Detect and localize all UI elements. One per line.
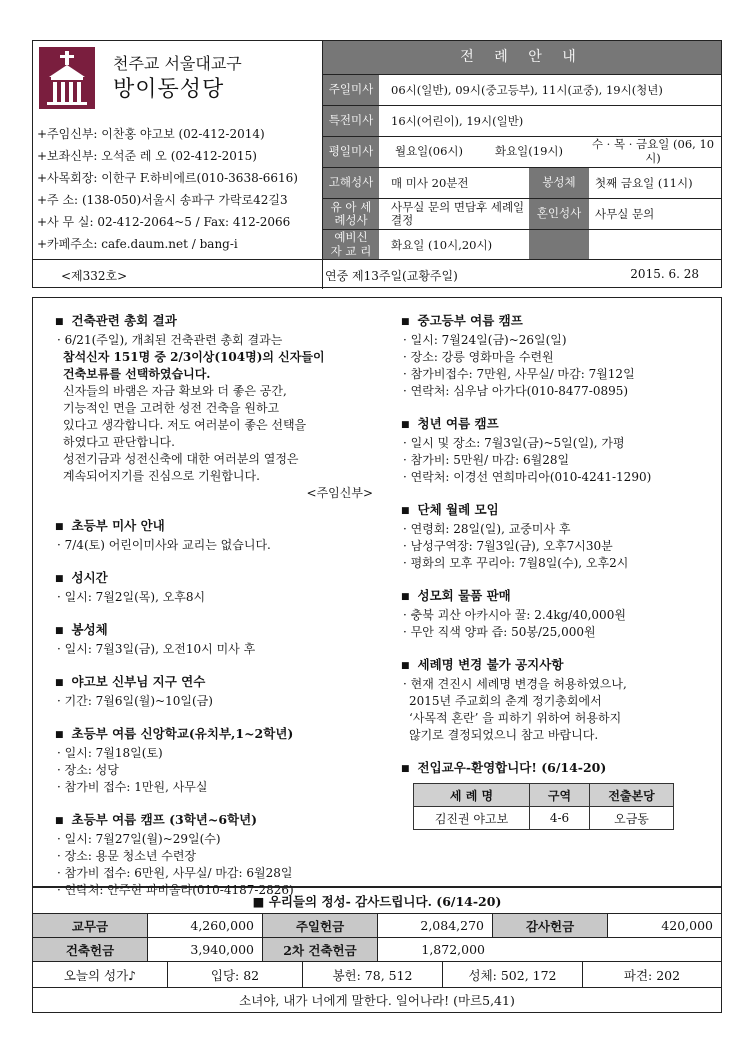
news-column-left (55, 312, 385, 914)
hymns-label: 오늘의 성가♪ (33, 962, 168, 987)
staff-address (37, 191, 288, 208)
parish-name: 방이동성당 (113, 77, 225, 102)
offerings-title-row (33, 887, 721, 913)
news-line: 있다고 생각합니다. 저도 여러분이 좋은 선택을 (63, 418, 307, 432)
staff-cafe (37, 235, 238, 252)
table-header-row (414, 784, 674, 807)
anointing-label: 봉성체 (529, 168, 589, 198)
liturgical-week: 연중 제13주일(교황주일) (325, 269, 458, 283)
liturgy-schedule (323, 41, 721, 259)
news-line-bold: 참석신자 151명 중 2/3이상(104명)의 신자들이 (63, 350, 325, 364)
news-title: ■ 세례명 변경 불가 공지사항 (401, 656, 731, 676)
news-signature: <주임신부> (306, 486, 373, 500)
cell-district: 4-6 (530, 807, 590, 830)
news-title: ■ 초등부 여름 신앙학교(유치부,1~2학년) (55, 725, 385, 745)
news-title: ■ 봉성체 (55, 621, 385, 641)
news-line: 하였다고 판단합니다. (63, 435, 175, 449)
news-line: · 일시: 7월2일(목), 오후8시 (57, 590, 206, 604)
news-line: ‘사목적 혼란’ 을 피하기 위하여 허용하지 (409, 711, 622, 725)
news-line: 계속되어지기를 진심으로 기원합니다. (63, 469, 260, 483)
schedule-row-infant (323, 198, 721, 229)
offerings-row-1 (33, 913, 721, 937)
news-line: 2015년 주교회의 춘계 정기총회에서 (409, 694, 602, 708)
news-priest-training (55, 673, 385, 710)
news-line: 기능적인 면을 고려한 성전 건축을 원하고 (63, 401, 280, 415)
news-line: · 기간: 7월6일(월)~10일(금) (57, 694, 213, 708)
newcomers-table (413, 783, 674, 830)
news-line: · 장소: 성당 (57, 763, 119, 777)
news-line: · 남성구역장: 7월3일(금), 오후7시30분 (403, 539, 613, 553)
news-line: · 무안 직색 양파 즙: 50봉/25,000원 (403, 625, 596, 639)
infant-label: 유 아 세례성사 (323, 199, 379, 229)
catechumen-label: 예비신자 교 리 (323, 230, 379, 259)
staff-label: +사목회장: (37, 171, 98, 185)
news-mothers-sale (401, 587, 731, 641)
offering-value: 1,872,000 (421, 942, 485, 957)
news-line: · 연락처: 안주현 파비올라(010-4187-2826) (57, 883, 294, 897)
news-title: ■ 중고등부 여름 캠프 (401, 312, 731, 332)
news-line-bold: 건축보류를 선택하였습니다. (63, 367, 211, 381)
table-row (414, 807, 674, 830)
news-young-adult-camp (401, 415, 731, 486)
schedule-row-catechumen (323, 229, 721, 259)
staff-assistant (37, 147, 257, 164)
schedule-row-weekday (323, 136, 721, 167)
news-title: ■ 건축관련 총회 결과 (55, 312, 385, 332)
weekday-mon: 월요일(06시) (394, 144, 464, 159)
weekday-label: 평일미사 (323, 137, 379, 167)
offering-value: 4,260,000 (148, 914, 263, 937)
staff-label: +카페주소: (37, 237, 98, 251)
offering-value: 3,940,000 (148, 938, 263, 961)
infant-value: 사무실 문의 면담후 세례일 결정 (391, 199, 525, 227)
news-communion-sick (55, 621, 385, 658)
news-line: · 장소: 용문 청소년 수련장 (57, 849, 197, 863)
bulletin-header (32, 40, 722, 288)
church-logo-icon (39, 47, 95, 109)
news-line: · 충북 괴산 아카시아 꿀: 2.4kg/40,000원 (403, 608, 626, 622)
news-title: ■ 청년 여름 캠프 (401, 415, 731, 435)
marriage-label: 혼인성사 (529, 199, 589, 229)
news-title: ■ 초등부 미사 안내 (55, 517, 385, 537)
news-newcomers (401, 759, 731, 830)
offering-label: 주일헌금 (263, 914, 378, 937)
sunday-value: 06시(일반), 09시(중고등부), 11시(교중), 19시(청년) (391, 83, 663, 97)
offering-label: 감사헌금 (493, 914, 608, 937)
news-line: · 일시: 7월24일(금)~26일(일) (403, 333, 567, 347)
staff-label: +주 소: (37, 193, 79, 207)
news-section (32, 297, 722, 897)
news-line: · 참가비: 5만원/ 마감: 6월28일 (403, 453, 570, 467)
news-column-right (401, 312, 731, 845)
hymn-entrance: 입당: 82 (168, 962, 303, 987)
marriage-value: 사무실 문의 (595, 207, 655, 221)
weekday-other: 수 · 목 · 금요일 (06, 10시) (591, 137, 715, 165)
empty-label-cell (529, 230, 589, 259)
offering-label: 교무금 (33, 914, 148, 937)
staff-value: 02-412-2064~5 / Fax: 412-2066 (97, 215, 291, 229)
news-line: · 일시: 7월3일(금), 오전10시 미사 후 (57, 642, 256, 656)
news-elementary-camp (55, 811, 385, 899)
news-line: · 참가비 접수: 1만원, 사무실 (57, 780, 208, 794)
offerings-row-2 (33, 937, 721, 961)
eve-label: 특전미사 (323, 106, 379, 136)
parish-info (33, 41, 323, 289)
staff-label: +사 무 실: (37, 215, 94, 229)
schedule-row-confession (323, 167, 721, 198)
eve-value: 16시(어린이), 19시(일반) (391, 114, 524, 128)
col-district: 구역 (530, 784, 590, 807)
news-line: · 일시: 7월27일(월)~29일(수) (57, 832, 221, 846)
verse-row (33, 987, 721, 1012)
news-group-meetings (401, 501, 731, 572)
anointing-value: 첫째 금요일 (11시) (595, 176, 693, 190)
news-title: ■ 성모회 물품 판매 (401, 587, 731, 607)
staff-value: 이찬홍 야고보 (02-412-2014) (101, 127, 265, 141)
staff-value: 오석준 레 오 (02-412-2015) (101, 149, 257, 163)
hymn-recessional: 파견: 202 (623, 967, 681, 983)
news-line: · 7/4(토) 어린이미사와 교리는 없습니다. (57, 538, 271, 552)
diocese-name: 천주교 서울대교구 (113, 54, 242, 73)
confession-label: 고해성사 (323, 168, 379, 198)
offering-value: 420,000 (661, 918, 713, 933)
issue-bar (33, 259, 721, 288)
offering-label: 건축헌금 (33, 938, 148, 961)
hymns-row (33, 961, 721, 987)
news-line: · 장소: 강릉 영화마을 수련원 (403, 350, 554, 364)
news-line: 성전기금과 성전신축에 대한 여러분의 열정은 (63, 452, 299, 466)
news-line: · 6/21(주일), 개최된 건축관련 총회 결과는 (57, 333, 283, 347)
sunday-label: 주일미사 (323, 75, 379, 105)
news-line (55, 349, 385, 366)
staff-value: 이한구 F.하비에르(010-3638-6616) (101, 171, 298, 185)
staff-value: (138-050)서울시 송파구 가락로42길3 (81, 193, 288, 207)
parish-logo (39, 47, 95, 109)
news-construction-meeting (55, 312, 385, 502)
offering-value: 2,084,270 (378, 914, 493, 937)
news-title: ■ 단체 월례 모임 (401, 501, 731, 521)
staff-label: +주임신부: (37, 127, 98, 141)
news-youth-camp (401, 312, 731, 400)
staff-council (37, 169, 298, 186)
news-title: ■ 전입교우-환영합니다! (6/14-20) (401, 759, 731, 779)
schedule-title: 전 례 안 내 (323, 41, 721, 74)
issue-date: 2015. 6. 28 (630, 267, 699, 281)
news-summer-faith-school (55, 725, 385, 796)
news-title: ■ 야고보 신부님 지구 연수 (55, 673, 385, 693)
staff-office (37, 213, 290, 230)
cell-name: 김진권 야고보 (414, 807, 530, 830)
staff-value: cafe.daum.net / bang-i (101, 237, 238, 251)
cell-parish: 오금동 (590, 807, 674, 830)
news-baptism-name (401, 656, 731, 744)
news-line: · 연락처: 심우남 아가다(010-8477-0895) (403, 384, 629, 398)
news-line: · 연락처: 이경선 연희마리아(010-4241-1290) (403, 470, 652, 484)
news-child-mass (55, 517, 385, 554)
news-title: ■ 성시간 (55, 569, 385, 589)
hymn-offertory: 봉헌: 78, 512 (303, 962, 443, 987)
confession-value: 매 미사 20분전 (391, 176, 469, 190)
staff-pastor (37, 125, 265, 142)
scripture-verse: 소녀야, 내가 너에게 말한다. 일어나라! (마르5,41) (239, 993, 515, 1008)
news-line: · 평화의 모후 꾸리아: 7월8일(수), 오후2시 (403, 556, 629, 570)
news-line: · 현재 견진시 세례명 변경을 허용하였으나, (403, 677, 627, 691)
news-holy-hour (55, 569, 385, 606)
hymn-communion: 성체: 502, 172 (443, 962, 583, 987)
news-line: · 참가비접수: 7만원, 사무실/ 마감: 7월12일 (403, 367, 635, 381)
staff-label: +보좌신부: (37, 149, 98, 163)
offering-label: 2차 건축헌금 (263, 938, 378, 961)
col-prev-parish: 전출본당 (590, 784, 674, 807)
news-title: ■ 초등부 여름 캠프 (3학년~6학년) (55, 811, 385, 831)
news-line: · 일시: 7월18일(토) (57, 746, 163, 760)
offerings-footer (32, 887, 722, 1013)
news-line: 않기로 결정되었으니 참고 바랍니다. (409, 728, 599, 742)
schedule-row-sunday (323, 74, 721, 105)
offerings-title: ■ 우리들의 정성- 감사드립니다. (6/14-20) (252, 893, 502, 909)
weekday-tue: 화요일(19시) (494, 144, 564, 159)
schedule-row-eve (323, 105, 721, 136)
news-line: · 연령회: 28일(일), 교중미사 후 (403, 522, 571, 536)
issue-number: <제332호> (61, 269, 128, 283)
news-line: · 참가비 접수: 6만원, 사무실/ 마감: 6월28일 (57, 866, 293, 880)
news-line: 신자들의 바램은 자금 확보와 더 좋은 공간, (63, 384, 287, 398)
col-baptism-name: 세 례 명 (414, 784, 530, 807)
news-line (55, 366, 385, 383)
news-line: · 일시 및 장소: 7월3일(금)~5일(일), 가평 (403, 436, 625, 450)
catechumen-value: 화요일 (10시,20시) (391, 237, 493, 252)
